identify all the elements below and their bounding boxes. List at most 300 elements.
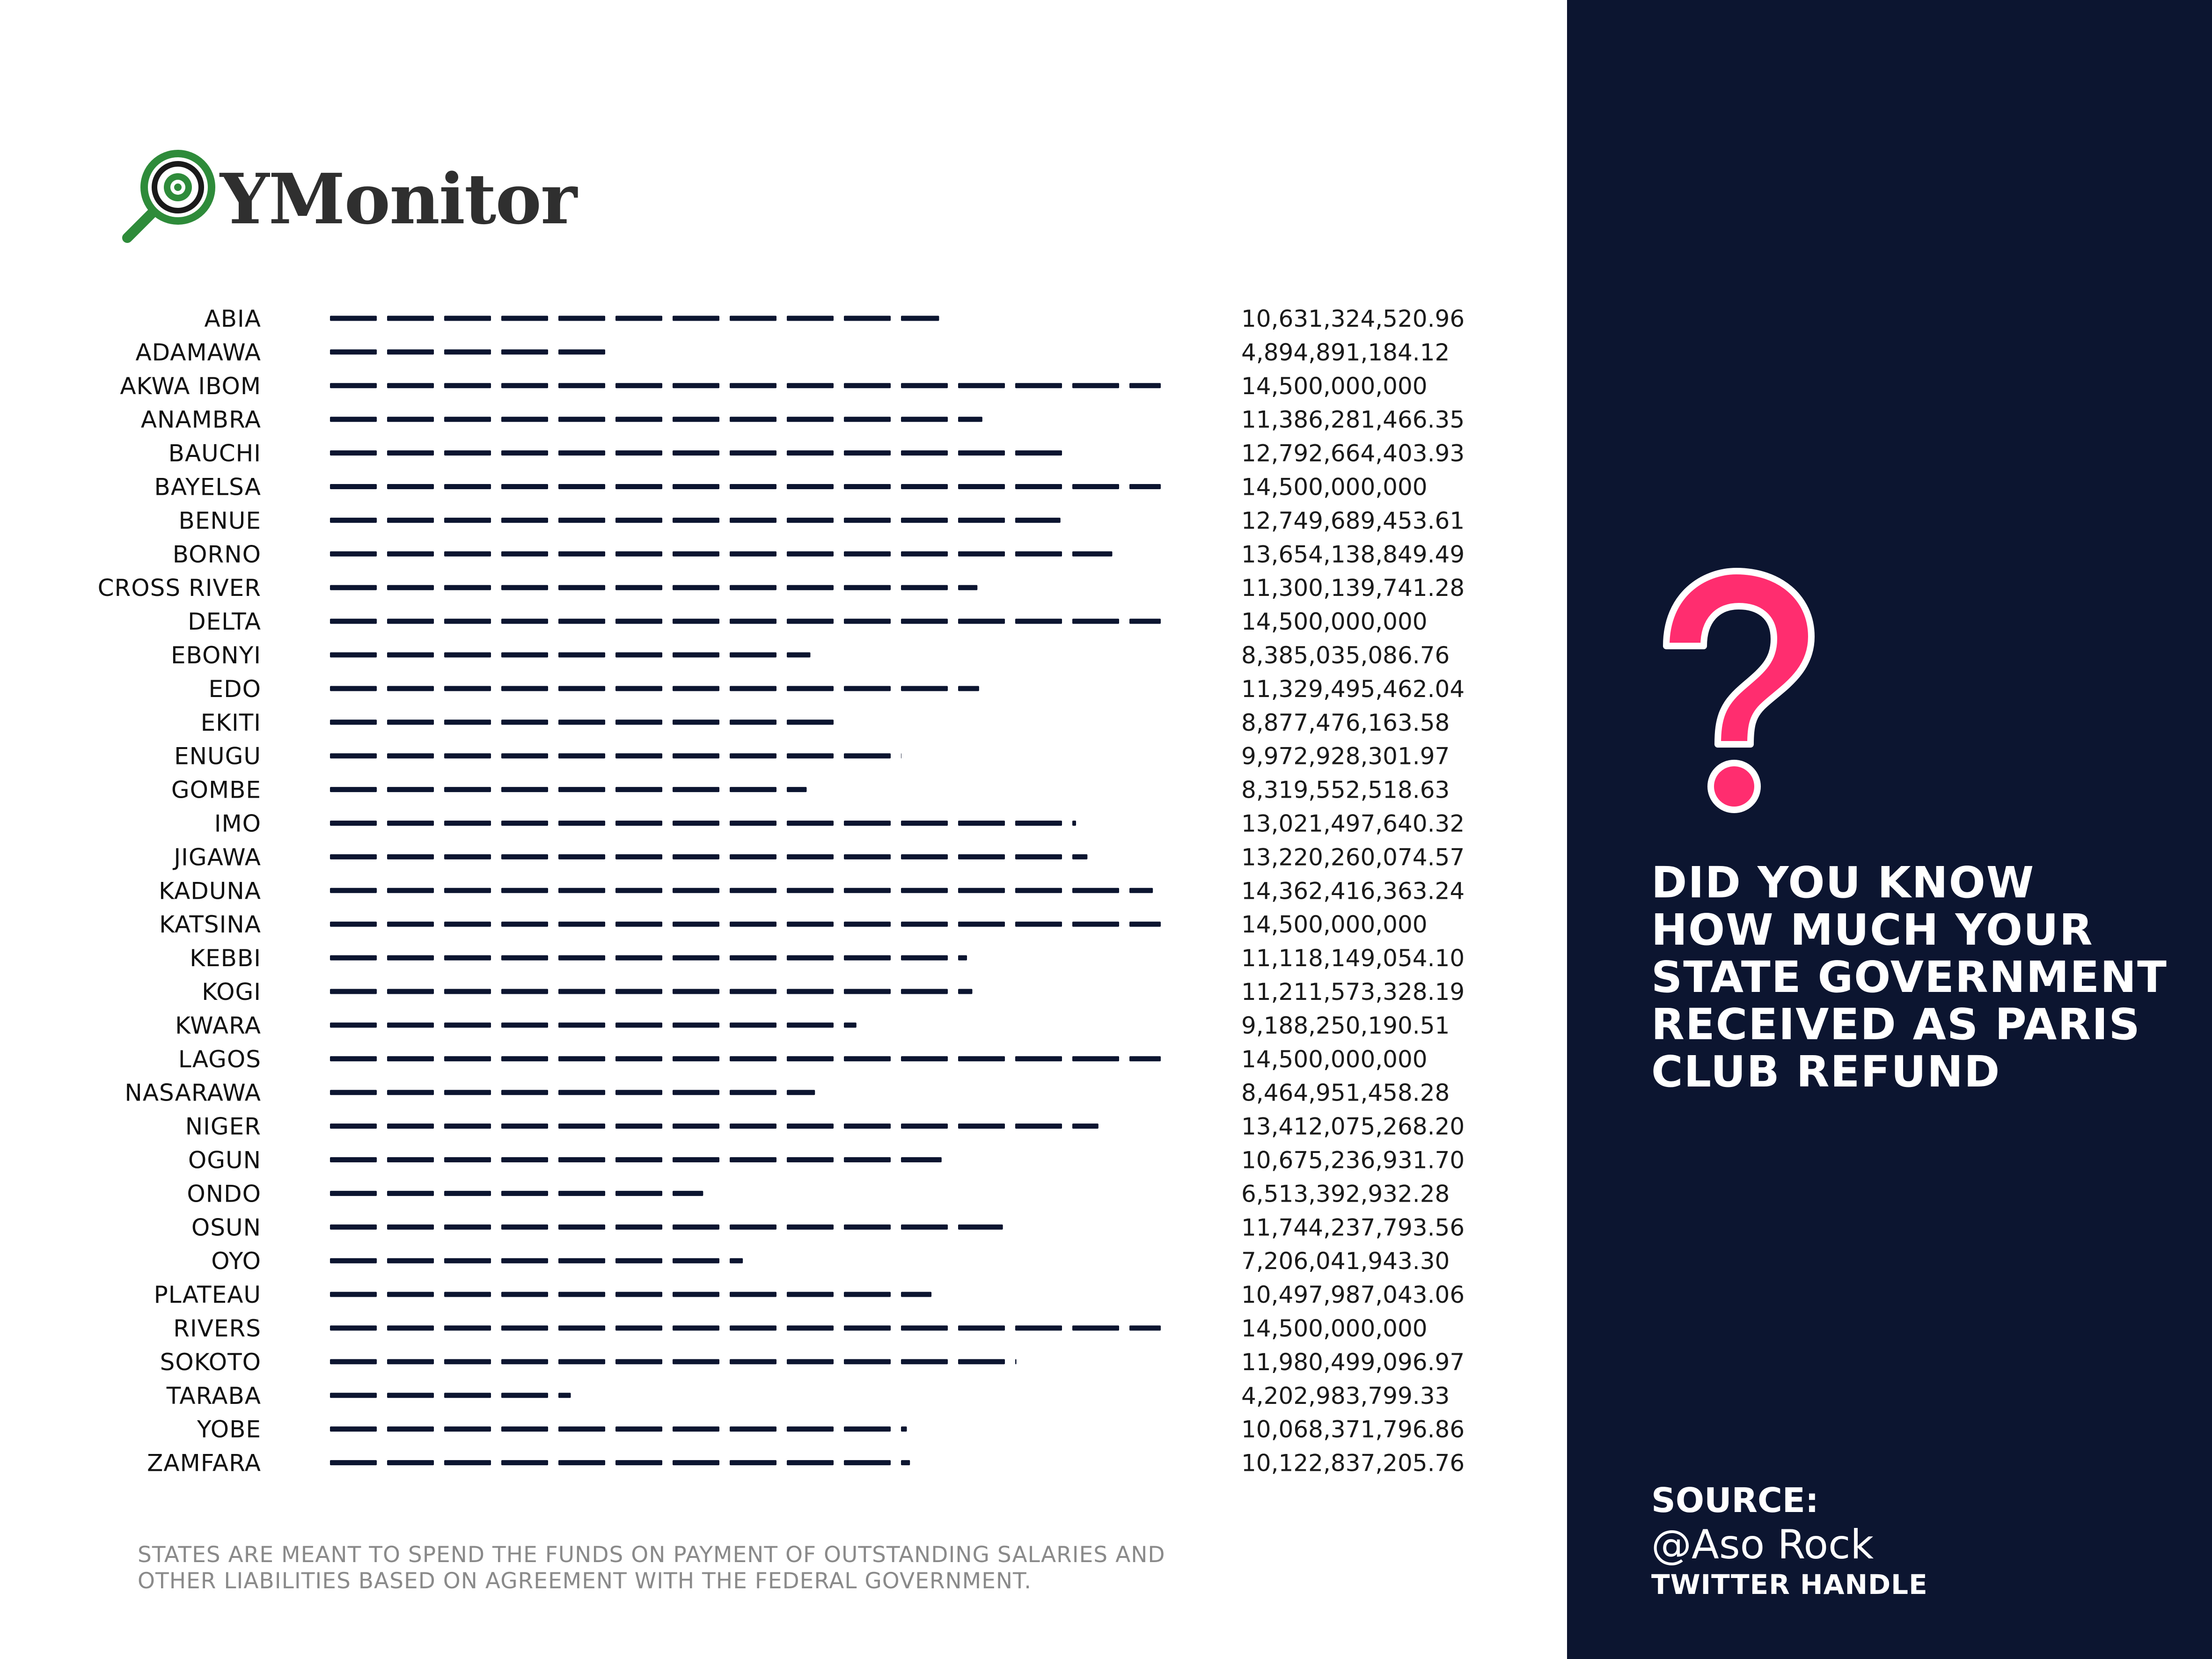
bar-segment <box>787 1123 834 1129</box>
bar-segment <box>330 1393 377 1398</box>
bar-segment <box>673 854 719 859</box>
bar-segment <box>330 1157 377 1162</box>
state-label-kwara: KWARA <box>175 1012 261 1039</box>
bar-segment <box>558 854 605 859</box>
bar-segment <box>730 955 776 961</box>
bar-segment <box>615 383 662 388</box>
bar-segment <box>673 1090 719 1095</box>
bar-segment <box>787 1056 834 1061</box>
bar-segment <box>501 787 548 792</box>
question-mark-icon <box>1638 557 1835 829</box>
bar-segment <box>330 821 377 826</box>
bar-segment <box>501 1123 548 1129</box>
bar-segment <box>615 1191 662 1196</box>
bar-segment <box>558 450 605 455</box>
value-label-benue: 12,749,689,453.61 <box>1241 507 1465 535</box>
bar-segment <box>558 585 605 590</box>
state-label-rivers: RIVERS <box>173 1315 261 1342</box>
value-label-delta: 14,500,000,000 <box>1241 608 1428 636</box>
headline-line-2: HOW MUCH YOUR <box>1651 905 2094 955</box>
bar-gombe <box>330 787 806 792</box>
state-label-kebbi: KEBBI <box>190 945 261 972</box>
bar-segment <box>387 1326 434 1331</box>
bar-segment <box>1072 619 1119 624</box>
bar-segment <box>330 854 377 859</box>
bar-segment <box>558 551 605 557</box>
bar-segment <box>615 1359 662 1364</box>
bar-zamfara <box>330 1460 910 1465</box>
bar-segment <box>444 753 491 758</box>
bar-segment <box>673 1022 719 1028</box>
bar-segment <box>387 888 434 893</box>
state-label-gombe: GOMBE <box>171 776 261 804</box>
bar-segment <box>330 653 377 658</box>
bar-segment <box>958 922 1005 927</box>
headline <box>1651 859 2204 1095</box>
bar-segment <box>730 1225 776 1230</box>
bar-segment <box>1015 383 1062 388</box>
source-detail: TWITTER HANDLE <box>1651 1569 1928 1600</box>
bar-segment <box>501 888 548 893</box>
value-label-ebonyi: 8,385,035,086.76 <box>1241 642 1450 669</box>
bar-segment <box>558 619 605 624</box>
state-label-abia: ABIA <box>204 305 261 332</box>
info-panel <box>1567 0 2212 1659</box>
bar-segment <box>330 989 377 994</box>
state-label-ogun: OGUN <box>188 1146 261 1174</box>
bar-segment <box>730 1292 776 1297</box>
bar-segment <box>673 1056 719 1061</box>
bar-segment <box>844 922 891 927</box>
bar-segment <box>444 417 491 422</box>
state-label-akwa-ibom: AKWA IBOM <box>120 372 261 400</box>
bar-segment <box>501 1326 548 1331</box>
bar-bayelsa <box>330 484 1161 489</box>
bar-segment <box>444 1359 491 1364</box>
bar-segment <box>330 1359 377 1364</box>
bar-segment <box>787 955 834 961</box>
value-label-niger: 13,412,075,268.20 <box>1241 1113 1465 1140</box>
bar-segment <box>844 854 891 859</box>
bar-segment <box>330 1123 377 1129</box>
bar-segment <box>1015 450 1062 455</box>
bar-nasarawa <box>330 1090 815 1095</box>
headline-line-5: CLUB REFUND <box>1651 1047 2001 1097</box>
bar-segment <box>387 821 434 826</box>
value-label-lagos: 14,500,000,000 <box>1241 1045 1428 1073</box>
bar-segment <box>387 585 434 590</box>
bar-segment <box>444 955 491 961</box>
bar-segment <box>844 989 891 994</box>
bar-segment <box>673 888 719 893</box>
bar-segment <box>615 518 662 523</box>
bar-segment <box>444 888 491 893</box>
bar-kebbi <box>330 955 967 961</box>
bar-segment <box>958 821 1005 826</box>
footnote <box>138 1542 1355 1594</box>
bar-segment <box>1129 922 1161 927</box>
value-label-taraba: 4,202,983,799.33 <box>1241 1382 1450 1409</box>
value-label-jigawa: 13,220,260,074.57 <box>1241 844 1465 871</box>
bar-segment <box>501 955 548 961</box>
bar-segment <box>501 518 548 523</box>
bar-segment <box>615 854 662 859</box>
state-label-delta: DELTA <box>188 608 261 636</box>
bar-segment <box>444 787 491 792</box>
bar-segment <box>330 1426 377 1431</box>
bar-segment <box>387 1056 434 1061</box>
bar-segment <box>444 1225 491 1230</box>
bar-segment <box>673 1359 719 1364</box>
bar-segment <box>673 417 719 422</box>
bar-segment <box>330 484 377 489</box>
bar-segment <box>558 989 605 994</box>
bar-segment <box>730 450 776 455</box>
bar-segment <box>958 1359 1005 1364</box>
value-label-ondo: 6,513,392,932.28 <box>1241 1180 1450 1208</box>
value-label-yobe: 10,068,371,796.86 <box>1241 1416 1465 1443</box>
bar-segment <box>444 1326 491 1331</box>
bar-segment <box>501 383 548 388</box>
state-label-taraba: TARABA <box>166 1382 261 1409</box>
value-label-rivers: 14,500,000,000 <box>1241 1315 1428 1342</box>
bar-segment <box>387 719 434 725</box>
source-handle: @Aso Rock <box>1651 1521 1874 1568</box>
bar-segment <box>958 551 1005 557</box>
bar-segment <box>1072 484 1119 489</box>
state-label-bauchi: BAUCHI <box>168 440 261 467</box>
bar-segment <box>730 417 776 422</box>
bar-segment <box>615 955 662 961</box>
bar-segment <box>1072 1056 1119 1061</box>
bar-segment <box>730 518 776 523</box>
bar-segment <box>787 1460 834 1465</box>
bar-segment <box>501 854 548 859</box>
bar-segment <box>387 787 434 792</box>
bar-segment <box>787 1326 834 1331</box>
bar-segment <box>730 551 776 557</box>
bar-segment <box>444 1426 491 1431</box>
bar-segment <box>958 888 1005 893</box>
bar-segment <box>901 1292 931 1297</box>
bar-segment <box>501 1157 548 1162</box>
bar-segment <box>844 1225 891 1230</box>
bar-segment <box>787 585 834 590</box>
value-label-edo: 11,329,495,462.04 <box>1241 675 1465 703</box>
bar-segment <box>615 686 662 691</box>
bar-segment <box>844 551 891 557</box>
bar-segment <box>673 1326 719 1331</box>
state-label-kaduna: KADUNA <box>159 877 261 905</box>
state-label-lagos: LAGOS <box>178 1045 261 1073</box>
bar-segment <box>730 787 776 792</box>
bar-segment <box>958 854 1005 859</box>
bar-segment <box>330 316 377 321</box>
bar-segment <box>501 1225 548 1230</box>
bar-segment <box>444 854 491 859</box>
bar-segment <box>901 1326 948 1331</box>
bar-segment <box>901 922 948 927</box>
state-label-bayelsa: BAYELSA <box>154 473 261 501</box>
bar-segment <box>1072 383 1119 388</box>
bar-segment <box>730 989 776 994</box>
bar-yobe <box>330 1426 907 1431</box>
bar-segment <box>330 585 377 590</box>
bar-segment <box>330 787 377 792</box>
bar-segment <box>730 653 776 658</box>
bar-sokoto <box>330 1359 1017 1364</box>
bar-segment <box>958 450 1005 455</box>
bar-bauchi <box>330 450 1062 455</box>
bar-segment <box>387 854 434 859</box>
bar-segment <box>330 518 377 523</box>
bar-segment <box>330 450 377 455</box>
footnote-line-1: STATES ARE MEANT TO SPEND THE FUNDS ON PAYMENT OF OUTSTANDING SALARIES AND <box>138 1542 1165 1568</box>
bar-segment <box>501 1359 548 1364</box>
bar-segment <box>787 316 834 321</box>
bar-segment <box>844 1460 891 1465</box>
bar-segment <box>844 888 891 893</box>
bar-segment <box>558 1225 605 1230</box>
bar-segment <box>787 989 834 994</box>
bar-segment <box>673 821 719 826</box>
bar-segment <box>444 1191 491 1196</box>
bar-segment <box>615 1225 662 1230</box>
value-label-enugu: 9,972,928,301.97 <box>1241 742 1450 770</box>
bar-segment <box>901 383 948 388</box>
bar-segment <box>844 619 891 624</box>
bar-segment <box>387 1258 434 1263</box>
bar-segment <box>1129 383 1161 388</box>
bar-segment <box>787 719 834 725</box>
bar-segment <box>330 1056 377 1061</box>
bar-segment <box>558 1426 605 1431</box>
bar-segment <box>444 1393 491 1398</box>
bar-enugu <box>330 753 901 758</box>
bar-kwara <box>330 1022 857 1028</box>
bar-segment <box>444 1157 491 1162</box>
bar-niger <box>330 1123 1099 1129</box>
bar-segment <box>615 585 662 590</box>
bar-segment <box>844 1326 891 1331</box>
bar-akwa-ibom <box>330 383 1161 388</box>
bar-segment <box>615 551 662 557</box>
bar-segment <box>444 316 491 321</box>
bar-segment <box>1015 1123 1062 1129</box>
bar-segment <box>673 1258 719 1263</box>
state-label-osun: OSUN <box>191 1214 261 1241</box>
bar-segment <box>387 753 434 758</box>
bar-segment <box>958 518 1005 523</box>
value-label-bauchi: 12,792,664,403.93 <box>1241 440 1465 467</box>
bar-segment <box>387 518 434 523</box>
bar-segment <box>901 450 948 455</box>
bar-segment <box>730 585 776 590</box>
bar-segment <box>901 484 948 489</box>
bar-segment <box>901 854 948 859</box>
bar-segment <box>673 551 719 557</box>
bar-segment <box>501 686 548 691</box>
bar-segment <box>501 316 548 321</box>
bar-segment <box>673 989 719 994</box>
bar-segment <box>787 922 834 927</box>
bar-segment <box>844 1123 891 1129</box>
bar-segment <box>901 1460 910 1465</box>
bar-segment <box>615 653 662 658</box>
bar-segment <box>387 383 434 388</box>
bar-segment <box>330 955 377 961</box>
bar-segment <box>844 1426 891 1431</box>
bar-segment <box>844 753 891 758</box>
bar-segment <box>901 686 948 691</box>
bar-segment <box>387 316 434 321</box>
bar-kogi <box>330 989 972 994</box>
bar-segment <box>387 1225 434 1230</box>
bar-segment <box>844 1292 891 1297</box>
bar-segment <box>730 1460 776 1465</box>
bar-segment <box>558 484 605 489</box>
bar-segment <box>1015 518 1061 523</box>
bar-segment <box>615 316 662 321</box>
bar-segment <box>330 753 377 758</box>
state-label-ekiti: EKITI <box>200 709 261 736</box>
bar-abia <box>330 316 939 321</box>
bar-segment <box>1072 922 1119 927</box>
bar-segment <box>1072 854 1087 859</box>
bar-segment <box>615 1157 662 1162</box>
value-label-zamfara: 10,122,837,205.76 <box>1241 1449 1465 1477</box>
bar-segment <box>673 1225 719 1230</box>
bar-segment <box>1015 821 1062 826</box>
bar-segment <box>387 450 434 455</box>
bar-segment <box>558 753 605 758</box>
bar-katsina <box>330 922 1161 927</box>
value-label-gombe: 8,319,552,518.63 <box>1241 776 1450 804</box>
bar-segment <box>730 753 776 758</box>
bar-segment <box>558 1157 605 1162</box>
state-label-kogi: KOGI <box>202 978 261 1006</box>
bar-segment <box>1129 1326 1161 1331</box>
source-label: SOURCE: <box>1651 1481 1819 1520</box>
bar-segment <box>787 753 834 758</box>
bar-benue <box>330 518 1061 523</box>
bar-segment <box>673 383 719 388</box>
bar-segment <box>330 1258 377 1263</box>
bar-ebonyi <box>330 653 810 658</box>
bar-segment <box>615 719 662 725</box>
bar-segment <box>444 1090 491 1095</box>
bar-segment <box>787 1090 815 1095</box>
bar-segment <box>1072 1123 1099 1129</box>
bar-segment <box>673 518 719 523</box>
bar-segment <box>558 1292 605 1297</box>
bar-segment <box>387 1460 434 1465</box>
bar-segment <box>730 1426 776 1431</box>
bar-segment <box>787 1359 834 1364</box>
bar-segment <box>958 989 972 994</box>
bar-segment <box>958 484 1005 489</box>
bar-segment <box>1015 1359 1017 1364</box>
bar-segment <box>501 1460 548 1465</box>
bar-segment <box>787 1292 834 1297</box>
bar-segment <box>1072 551 1112 557</box>
bar-taraba <box>330 1393 571 1398</box>
bar-segment <box>730 686 776 691</box>
bar-oyo <box>330 1258 743 1263</box>
bar-segment <box>558 787 605 792</box>
bar-segment <box>844 1022 857 1028</box>
value-label-kwara: 9,188,250,190.51 <box>1241 1012 1450 1039</box>
bar-segment <box>673 653 719 658</box>
bar-segment <box>1129 619 1161 624</box>
bar-segment <box>1129 888 1153 893</box>
bar-segment <box>615 619 662 624</box>
bar-segment <box>387 417 434 422</box>
bar-segment <box>673 619 719 624</box>
bar-segment <box>673 1460 719 1465</box>
bar-segment <box>958 955 967 961</box>
state-label-plateau: PLATEAU <box>154 1281 261 1309</box>
bar-segment <box>730 383 776 388</box>
bar-segment <box>615 484 662 489</box>
bar-segment <box>730 316 776 321</box>
bar-segment <box>330 383 377 388</box>
bar-segment <box>615 888 662 893</box>
bar-segment <box>673 1426 719 1431</box>
bar-segment <box>958 585 977 590</box>
bar-segment <box>501 450 548 455</box>
bar-segment <box>387 349 434 354</box>
bar-segment <box>1015 854 1062 859</box>
bar-segment <box>901 1056 948 1061</box>
bar-segment <box>558 1191 605 1196</box>
bar-segment <box>901 888 948 893</box>
bar-segment <box>501 1292 548 1297</box>
bar-segment <box>387 1157 434 1162</box>
state-label-anambra: ANAMBRA <box>140 406 261 433</box>
bar-segment <box>615 989 662 994</box>
bar-segment <box>673 585 719 590</box>
state-label-borno: BORNO <box>172 541 261 568</box>
bar-segment <box>387 955 434 961</box>
bar-imo <box>330 821 1076 826</box>
value-label-anambra: 11,386,281,466.35 <box>1241 406 1465 433</box>
value-label-imo: 13,021,497,640.32 <box>1241 810 1465 837</box>
value-label-osun: 11,744,237,793.56 <box>1241 1214 1465 1241</box>
bar-cross-river <box>330 585 977 590</box>
value-label-akwa-ibom: 14,500,000,000 <box>1241 372 1428 400</box>
bar-segment <box>958 1326 1005 1331</box>
bar-segment <box>501 989 548 994</box>
state-label-jigawa: JIGAWA <box>174 844 261 871</box>
bar-segment <box>615 821 662 826</box>
bar-segment <box>387 653 434 658</box>
value-label-kogi: 11,211,573,328.19 <box>1241 978 1465 1006</box>
bar-segment <box>387 922 434 927</box>
bar-segment <box>844 1157 891 1162</box>
bar-segment <box>558 922 605 927</box>
bar-segment <box>787 787 806 792</box>
bar-segment <box>444 585 491 590</box>
bar-segment <box>501 585 548 590</box>
value-label-katsina: 14,500,000,000 <box>1241 911 1428 939</box>
bar-segment <box>730 854 776 859</box>
bar-segment <box>501 821 548 826</box>
bar-segment <box>387 989 434 994</box>
bar-segment <box>787 1225 834 1230</box>
bar-segment <box>501 1022 548 1028</box>
bar-segment <box>501 1191 548 1196</box>
